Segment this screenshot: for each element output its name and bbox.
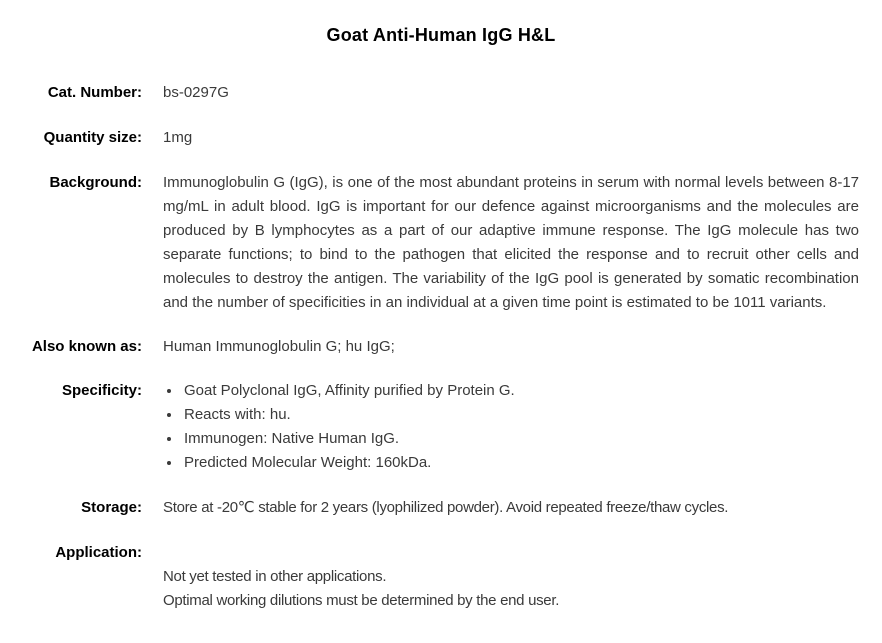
application-line: Not yet tested in other applications. xyxy=(163,568,387,585)
application-value xyxy=(163,541,859,613)
field-row-cat-number xyxy=(0,81,859,105)
field-row-also-known-as xyxy=(0,335,859,359)
specificity-list xyxy=(163,379,859,475)
field-row-background xyxy=(0,171,859,315)
also-known-as-value: Human Immunoglobulin G; hu IgG; xyxy=(163,338,395,355)
field-row-quantity-size xyxy=(0,126,859,150)
background-value: Immunoglobulin G (IgG), is one of the most abundant proteins in serum with normal levels between 8-17 mg/mL in adult blood. IgG is important for our defence against microorganisms and the molecules are produced by B lymphocytes as a part of our adaptive immune response. The IgG molecule has two separate functions; to bind to the pathogen that elicited the response and to recruit other cells and molecules to destroy the antigen. The variability of the IgG pool is generated by somatic recombination and the number of specificities in an individual at a given time point is estimated to be 1011 variants. xyxy=(163,174,859,311)
list-item: • Goat Polyclonal IgG, Affinity purified by Protein G. xyxy=(182,379,859,403)
quantity-size-label: Quantity size: xyxy=(43,129,142,146)
application-line: Optimal working dilutions must be determined by the end user. xyxy=(163,592,560,609)
cat-number-label: Cat. Number: xyxy=(47,84,142,101)
list-item: • Predicted Molecular Weight: 160kDa. xyxy=(182,451,859,475)
also-known-as-label: Also known as: xyxy=(31,338,142,355)
list-item: • Immunogen: Native Human IgG. xyxy=(182,427,859,451)
specificity-label: Specificity: xyxy=(61,382,142,399)
storage-label: Storage: xyxy=(81,499,142,516)
background-label: Background: xyxy=(49,174,142,191)
application-label: Application: xyxy=(55,544,142,561)
cat-number-value: bs-0297G xyxy=(163,84,229,101)
datasheet-content xyxy=(0,81,882,613)
specificity-value xyxy=(163,379,859,475)
storage-value: Store at -20℃ stable for 2 years (lyophilized powder). Avoid repeated freeze/thaw cycles. xyxy=(163,499,729,516)
page-title: Goat Anti-Human IgG H&L xyxy=(326,25,556,45)
quantity-size-value: 1mg xyxy=(163,129,193,146)
field-row-application xyxy=(0,541,859,613)
field-row-storage xyxy=(0,496,859,520)
list-item: • Reacts with: hu. xyxy=(182,403,859,427)
field-row-specificity xyxy=(0,379,859,475)
